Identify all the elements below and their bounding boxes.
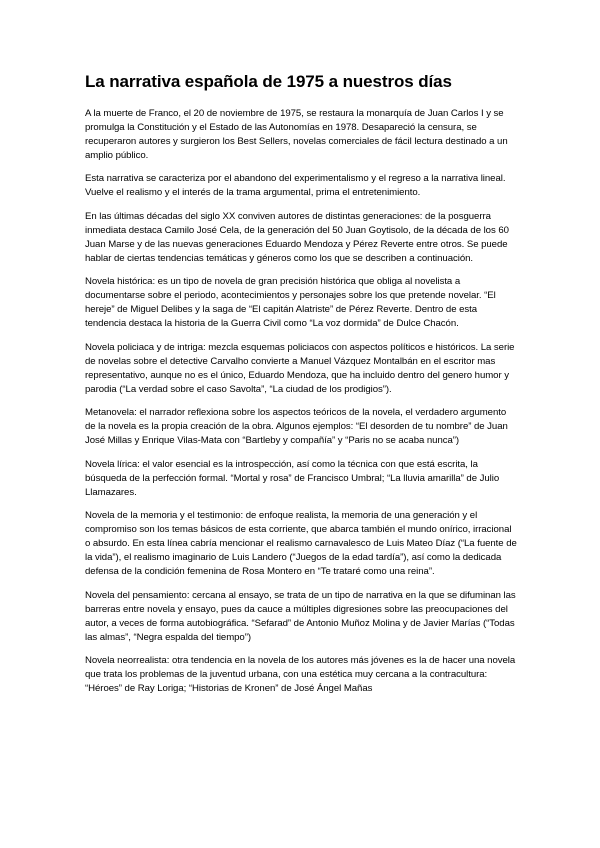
paragraph-novela-historica: Novela histórica: es un tipo de novela de gran precisión histórica que obliga al novelista a documentarse sobre el periodo, acontecimientos y personajes sobre los que pretende novelar. “El hereje” de Miguel Delibes y la saga de “El capitán Alatriste” de Pérez Reverte. Dentro de esta tendencia destaca la historia de la Guerra Civil como “La voz dormida” de Dulce Chacón. xyxy=(85,276,496,330)
paragraph-novela-pensamiento: Novela del pensamiento: cercana al ensayo, se trata de un tipo de narrativa en la que se difuminan las barreras entre novela y ensayo, pues da cauce a múltiples digresiones sobre las preocupaciones del autor, a veces de forma autobiográfica. “Sefarad” de Antonio Muñoz Molina y de Javier Marías (“Todas las almas”, “Negra espalda del tiempo”) xyxy=(85,589,516,643)
paragraph-generations: En las últimas décadas del siglo XX conviven autores de distintas generaciones: de la posguerra inmediata destaca Camilo José Cela, de la generación del 50 Juan Goytisolo, de la década de los 60 Juan Marse y de las nuevas generaciones Eduardo Mendoza y Pérez Reverte entre otros. Se puede hablar de ciertas tendencias temáticas y géneros como los que se describen a continuación. xyxy=(85,210,509,264)
paragraph-novela-policiaca: Novela policiaca y de intriga: mezcla esquemas policiacos con aspectos políticos e históricos. La serie de novelas sobre el detective Carvalho convierte a Manuel Vázquez Montalbán en el escritor mas representativo, aunque no es el único, Eduardo Mendoza, que ha incluido dentro del genero humor y parodia (“La verdad sobre el caso Savolta”, “La ciudad de los prodigios”). xyxy=(85,341,515,395)
paragraph-metanovela: Metanovela: el narrador reflexiona sobre los aspectos teóricos de la novela, el verdadero argumento de la novela es la propia creación de la obra. Algunos ejemplos: “El desorden de tu nombre” de Juan José Millas y Enrique Vilas-Mata con “Bartleby y compañía” y “Paris no se acaba nunca”) xyxy=(85,407,508,447)
document-page xyxy=(85,72,519,706)
page-title: La narrativa española de 1975 a nuestros días xyxy=(85,72,452,91)
paragraph-novela-memoria: Novela de la memoria y el testimonio: de enfoque realista, la memoria de una generación y el compromiso son los temas básicos de esta corriente, que abarca también el mundo onírico, irracional o absurdo. En esta línea cabría mencionar el realismo carnavalesco de Luis Mateo Díaz (“La fuente de la vida”), el realismo imaginario de Luis Landero (“Juegos de la edad tardía”), así como la dedicada defensa de la condición femenina de Rosa Montero en “Te trataré como una reina”. xyxy=(85,510,517,578)
paragraph-characteristics: Esta narrativa se caracteriza por el abandono del experimentalismo y el regreso a la narrativa lineal. Vuelve el realismo y el interés de la trama argumental, prima el entretenimiento. xyxy=(85,173,506,199)
paragraph-novela-lirica: Novela lírica: el valor esencial es la introspección, así como la técnica con que está escrita, la búsqueda de la perfección formal. “Mortal y rosa” de Francisco Umbral; “La lluvia amarilla” de Julio Llamazares. xyxy=(85,458,500,498)
paragraph-novela-neorrealista: Novela neorrealista: otra tendencia en la novela de los autores más jóvenes es la de hacer una novela que trata los problemas de la juventud urbana, con una estética muy cercana a la contracultura: “Héroes” de Ray Loriga; “Historias de Kronen” de José Ángel Mañas xyxy=(85,655,516,695)
paragraph-intro: A la muerte de Franco, el 20 de noviembre de 1975, se restaura la monarquía de Juan Carlos I y se promulga la Constitución y el Estado de las Autonomías en 1978. Desapareció la censura, se recuperaron autores y surgieron los Best Sellers, novelas comerciales de fácil lectura destinado a un amplio público. xyxy=(85,107,508,161)
